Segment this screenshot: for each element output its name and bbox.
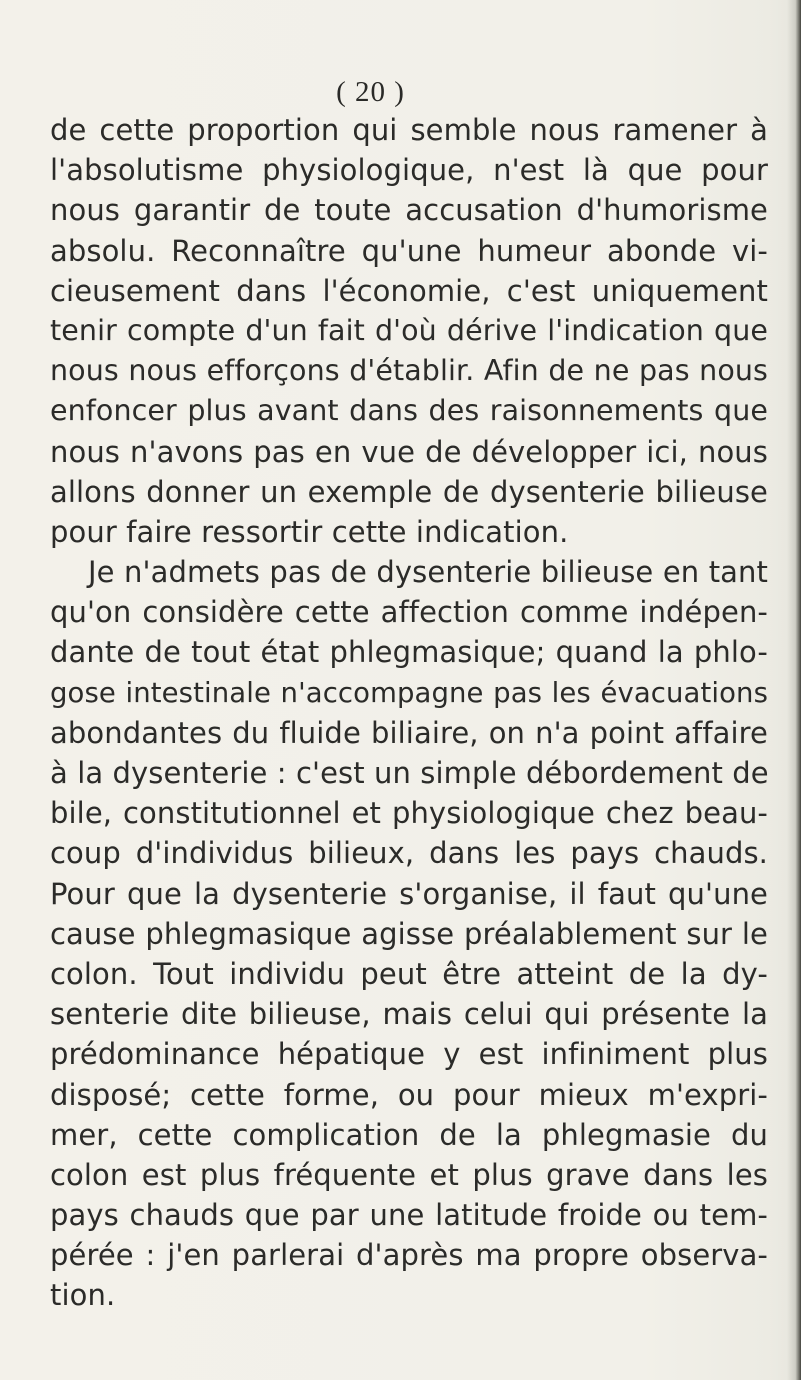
text-line: cieusement dans l'économie, c'est uniquement [50,273,768,308]
text-line: abondantes du fluide biliaire, on n'a point affaire [50,715,768,750]
text-line: qu'on considère cette affection comme indépen- [50,595,768,630]
text-line: à la dysenterie : c'est un simple débordement de [50,756,769,790]
text-line: enfoncer plus avant dans des raisonnements que [50,394,768,428]
text-line: nous garantir de toute accusation d'humorisme [50,193,768,228]
text-line: nous nous efforçons d'établir. Afin de ne pas nous [50,354,768,388]
body-text [50,110,768,1316]
text-line: disposé; cette forme, ou pour mieux m'expri- [50,1077,768,1112]
text-line: gose intestinale n'accompagne pas les évacuations [50,676,768,709]
text-line: tion. [50,1278,116,1313]
text-line: dante de tout état phlegmasique; quand la phlo- [50,635,768,670]
text-line: pays chauds que par une latitude froide ou tem- [50,1198,768,1233]
text-line: prédominance hépatique y est infiniment plus [50,1037,768,1072]
text-line: tenir compte d'un fait d'où dérive l'indication que [50,313,768,347]
text-line: Je n'admets pas de dysenterie bilieuse en tant [88,555,768,590]
text-line: pérée : j'en parlerai d'après ma propre observa- [50,1238,768,1273]
text-line: mer, cette complication de la phlegmasie du [50,1117,768,1152]
text-line: Pour que la dysenterie s'organise, il faut qu'une [50,876,768,911]
text-line: de cette proportion qui semble nous ramener à [50,113,768,147]
text-line: absolu. Reconnaître qu'une humeur abonde vi- [50,233,768,268]
page-edge-shadow [787,0,801,1380]
text-line: allons donner un exemple de dysenterie bilieuse [50,474,768,509]
text-line: bile, constitutionnel et physiologique chez beau- [50,796,768,831]
text-line: colon. Tout individu peut être atteint de la dy- [50,956,768,991]
page-number: ( 20 ) [336,76,405,108]
text-line: coup d'individus bilieux, dans les pays chauds. [50,836,768,871]
text-line: nous n'avons pas en vue de développer ici, nous [50,434,768,469]
text-line: cause phlegmasique agisse préalablement sur le [50,916,768,951]
text-line: l'absolutisme physiologique, n'est là que pour [50,153,768,188]
text-line: senterie dite bilieuse, mais celui qui présente la [50,997,768,1032]
text-line: pour faire ressortir cette indication. [50,514,569,549]
text-line: colon est plus fréquente et plus grave dans les [50,1157,768,1192]
